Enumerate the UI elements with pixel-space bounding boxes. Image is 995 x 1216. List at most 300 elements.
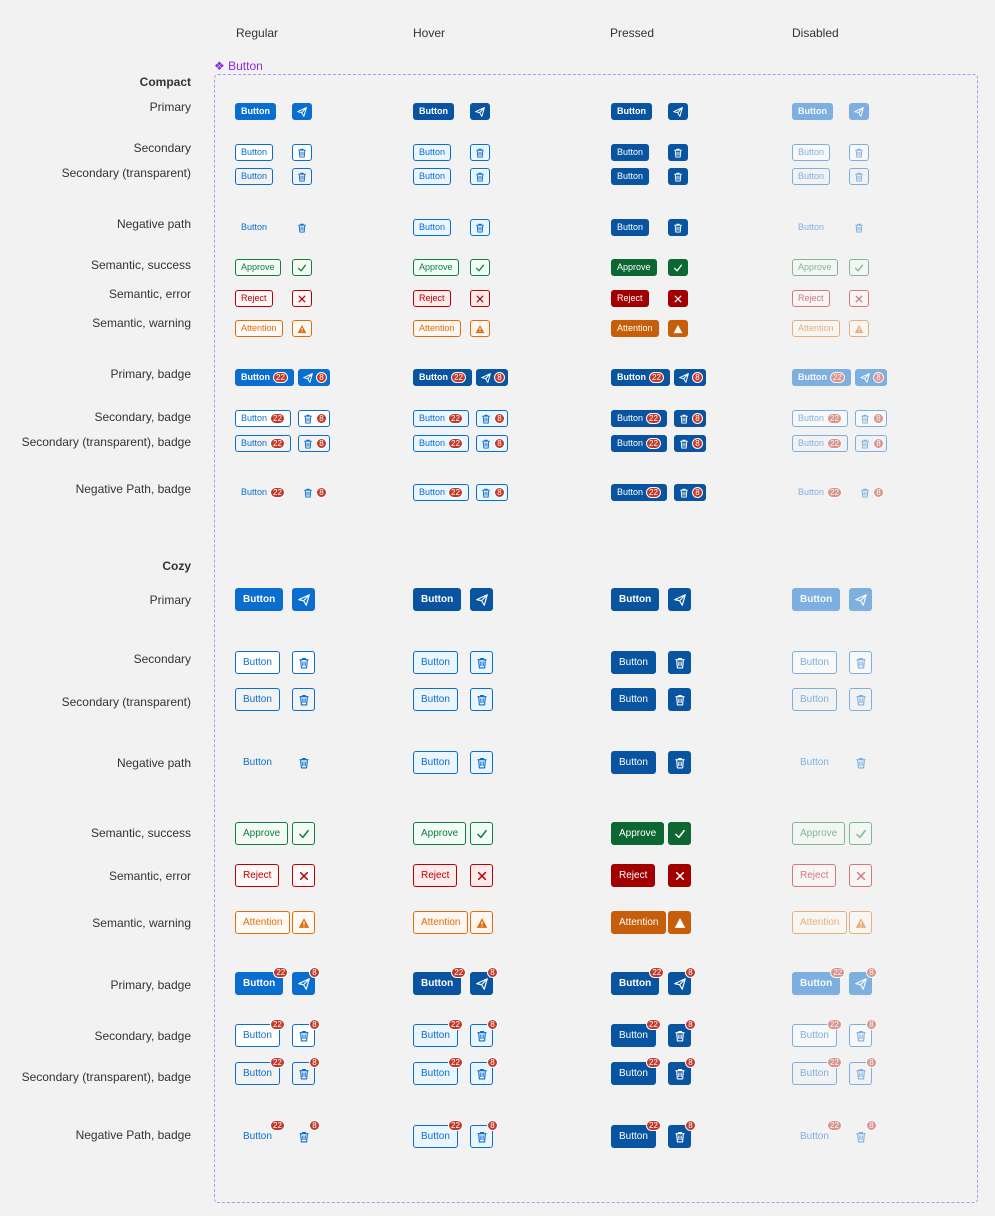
button-label: Button <box>619 756 648 768</box>
transparent-button-hover[interactable] <box>413 1057 460 1085</box>
negative-icon-button-regular[interactable] <box>292 219 312 236</box>
transparent-icon-button-hover[interactable] <box>470 168 490 185</box>
count-badge: 8 <box>309 967 320 978</box>
transparent-button-pressed[interactable] <box>611 168 649 185</box>
negative-icon-button-regular[interactable] <box>298 484 330 501</box>
error-icon-button-hover[interactable] <box>470 290 490 307</box>
trash-icon <box>673 223 683 233</box>
count-badge: 22 <box>830 372 845 383</box>
trash-icon <box>854 148 864 158</box>
secondary-button-regular[interactable] <box>235 410 291 427</box>
secondary-button-pressed[interactable] <box>611 144 649 161</box>
paper-plane-icon <box>303 373 313 383</box>
transparent-icon-button-hover[interactable] <box>476 435 508 452</box>
warning-icon-button-regular[interactable] <box>292 320 312 337</box>
paper-plane-icon <box>674 594 686 606</box>
button-label: Button <box>798 413 825 423</box>
primary-button-pressed[interactable] <box>611 103 652 120</box>
error-button-regular[interactable] <box>235 290 273 307</box>
success-button-disabled <box>792 259 838 276</box>
trash-icon <box>303 414 313 424</box>
button-label: Button <box>617 106 646 116</box>
negative-button-regular[interactable] <box>235 1120 282 1148</box>
count-badge: 22 <box>448 487 463 498</box>
secondary-button-hover[interactable] <box>413 651 458 674</box>
warning-triangle-icon <box>673 324 683 334</box>
count-badge: 22 <box>827 413 842 424</box>
button-label: Button <box>800 593 833 605</box>
button-label: Button <box>241 487 268 497</box>
primary-button-disabled <box>792 369 851 386</box>
secondary-button-regular[interactable] <box>235 144 273 161</box>
count-badge: 22 <box>646 1057 661 1068</box>
trash-icon <box>673 172 683 182</box>
error-icon-button-pressed[interactable] <box>668 290 688 307</box>
primary-button-pressed[interactable] <box>611 588 659 611</box>
secondary-button-pressed[interactable] <box>611 410 667 427</box>
button-label: Button <box>419 106 448 116</box>
count-badge: 8 <box>316 438 327 449</box>
success-button-hover[interactable] <box>413 822 466 845</box>
button-label: Button <box>241 147 268 157</box>
count-badge: 8 <box>487 1057 498 1068</box>
button-label: Button <box>421 977 454 989</box>
count-badge: 8 <box>873 372 884 383</box>
success-icon-button-pressed[interactable] <box>668 259 688 276</box>
success-icon-button-disabled <box>849 822 872 845</box>
row-label: Secondary <box>133 141 191 155</box>
count-badge: 22 <box>646 413 661 424</box>
button-label: Button <box>419 438 446 448</box>
warning-button-pressed[interactable] <box>611 320 659 337</box>
transparent-icon-button-pressed[interactable] <box>674 435 706 452</box>
warning-button-regular[interactable] <box>235 911 290 934</box>
error-icon-button-regular[interactable] <box>292 864 315 887</box>
row-label: Semantic, error <box>108 287 191 301</box>
close-icon <box>674 870 686 882</box>
primary-icon-button-regular[interactable] <box>292 588 315 611</box>
primary-button-hover[interactable] <box>413 588 461 611</box>
count-badge: 22 <box>830 967 845 978</box>
count-badge: 8 <box>692 438 703 449</box>
transparent-icon-button-pressed[interactable] <box>668 1057 693 1085</box>
trash-icon <box>298 657 310 669</box>
button-label: Button <box>798 171 825 181</box>
count-badge: 8 <box>873 487 884 498</box>
button-label: Reject <box>419 293 445 303</box>
trash-icon <box>854 172 864 182</box>
negative-button-disabled <box>792 751 837 774</box>
trash-icon <box>297 223 307 233</box>
button-label: Reject <box>241 293 267 303</box>
primary-icon-button-regular[interactable] <box>292 967 317 995</box>
primary-icon-button-pressed[interactable] <box>668 103 688 120</box>
button-label: Approve <box>800 827 838 839</box>
negative-button-hover[interactable] <box>413 751 458 774</box>
trash-icon <box>481 414 491 424</box>
negative-icon-button-pressed[interactable] <box>668 751 691 774</box>
button-label: Approve <box>421 827 459 839</box>
count-badge: 22 <box>646 1019 661 1030</box>
negative-icon-button-hover[interactable] <box>476 484 508 501</box>
secondary-icon-button-hover[interactable] <box>470 144 490 161</box>
row-label: Negative path <box>116 217 191 231</box>
error-icon-button-regular[interactable] <box>292 290 312 307</box>
button-label: Button <box>241 413 268 423</box>
count-badge: 22 <box>448 413 463 424</box>
row-label: Semantic, warning <box>92 916 191 930</box>
trash-icon <box>860 488 870 498</box>
secondary-icon-button-pressed[interactable] <box>668 651 691 674</box>
negative-icon-button-hover[interactable] <box>470 1120 495 1148</box>
trash-icon <box>475 172 485 182</box>
count-badge: 22 <box>649 967 664 978</box>
warning-icon-button-pressed[interactable] <box>668 911 691 934</box>
transparent-button-regular[interactable] <box>235 168 273 185</box>
column-header-pressed: Pressed <box>610 26 655 40</box>
row-label: Negative path <box>116 756 191 770</box>
button-label: Button <box>800 656 829 668</box>
secondary-icon-button-disabled <box>849 144 869 161</box>
checkmark-icon <box>297 263 307 273</box>
transparent-icon-button-pressed[interactable] <box>668 688 691 711</box>
button-label: Button <box>421 756 450 768</box>
negative-button-pressed[interactable] <box>611 484 667 501</box>
warning-triangle-icon <box>297 324 307 334</box>
negative-icon-button-regular[interactable] <box>292 751 315 774</box>
paper-plane-icon <box>475 107 485 117</box>
count-badge: 8 <box>685 1120 696 1131</box>
count-badge: 22 <box>270 487 285 498</box>
warning-button-hover[interactable] <box>413 320 461 337</box>
success-button-disabled <box>792 822 845 845</box>
success-button-regular[interactable] <box>235 259 281 276</box>
button-label: Button <box>241 438 268 448</box>
negative-icon-button-disabled <box>849 1120 874 1148</box>
row-label: Secondary (transparent), badge <box>21 435 191 449</box>
row-label: Semantic, success <box>90 826 191 840</box>
transparent-icon-button-regular[interactable] <box>298 435 330 452</box>
warning-icon-button-hover[interactable] <box>470 320 490 337</box>
secondary-button-regular[interactable] <box>235 651 280 674</box>
count-badge: 22 <box>827 1019 842 1030</box>
count-badge: 8 <box>866 1057 877 1068</box>
warning-icon-button-hover[interactable] <box>470 911 493 934</box>
primary-icon-button-hover[interactable] <box>470 103 490 120</box>
button-label: Attention <box>798 323 834 333</box>
negative-icon-button-pressed[interactable] <box>668 219 688 236</box>
button-label: Button <box>241 222 268 232</box>
negative-icon-button-disabled <box>855 484 887 501</box>
negative-button-regular[interactable] <box>235 751 280 774</box>
transparent-icon-button-regular[interactable] <box>292 1057 317 1085</box>
primary-icon-button-hover[interactable] <box>470 967 495 995</box>
secondary-icon-button-hover[interactable] <box>476 410 508 427</box>
primary-button-hover[interactable] <box>413 369 472 386</box>
negative-button-pressed[interactable] <box>611 1120 658 1148</box>
transparent-button-regular[interactable] <box>235 1057 282 1085</box>
primary-button-hover[interactable] <box>413 967 464 995</box>
primary-icon-button-disabled <box>849 967 874 995</box>
row-label: Secondary (transparent) <box>61 695 191 709</box>
warning-triangle-icon <box>298 917 310 929</box>
primary-icon-button-regular[interactable] <box>298 369 330 386</box>
primary-button-pressed[interactable] <box>611 369 670 386</box>
negative-button-hover[interactable] <box>413 1120 460 1148</box>
success-icon-button-hover[interactable] <box>470 822 493 845</box>
paper-plane-icon <box>298 978 310 990</box>
button-label: Button <box>798 147 825 157</box>
trash-icon <box>297 148 307 158</box>
paper-plane-icon <box>298 594 310 606</box>
secondary-icon-button-hover[interactable] <box>470 1019 495 1047</box>
error-icon-button-disabled <box>849 290 869 307</box>
success-icon-button-pressed[interactable] <box>668 822 691 845</box>
button-label: Reject <box>619 869 648 881</box>
transparent-button-pressed[interactable] <box>611 435 667 452</box>
button-label: Approve <box>617 262 651 272</box>
button-label: Approve <box>241 262 275 272</box>
trash-icon <box>476 657 488 669</box>
primary-icon-button-regular[interactable] <box>292 103 312 120</box>
negative-icon-button-hover[interactable] <box>470 219 490 236</box>
success-button-regular[interactable] <box>235 822 288 845</box>
row-label: Negative Path, badge <box>75 1128 191 1142</box>
count-badge: 22 <box>270 413 285 424</box>
button-label: Button <box>800 756 829 768</box>
checkmark-icon <box>475 263 485 273</box>
error-button-pressed[interactable] <box>611 864 655 887</box>
secondary-button-disabled <box>792 144 830 161</box>
count-badge: 8 <box>316 372 327 383</box>
transparent-button-regular[interactable] <box>235 688 280 711</box>
warning-triangle-icon <box>476 917 488 929</box>
button-label: Button <box>619 693 648 705</box>
success-icon-button-hover[interactable] <box>470 259 490 276</box>
warning-triangle-icon <box>854 324 864 334</box>
button-label: Button <box>243 1130 272 1142</box>
error-button-pressed[interactable] <box>611 290 649 307</box>
warning-button-regular[interactable] <box>235 320 283 337</box>
negative-icon-button-hover[interactable] <box>470 751 493 774</box>
negative-button-disabled <box>792 219 830 236</box>
warning-triangle-icon <box>855 917 867 929</box>
error-button-disabled <box>792 864 836 887</box>
secondary-icon-button-pressed[interactable] <box>674 410 706 427</box>
primary-button-regular[interactable] <box>235 588 283 611</box>
negative-icon-button-disabled <box>849 219 869 236</box>
component-frame-label: ❖ Button <box>214 59 263 73</box>
primary-icon-button-disabled <box>849 103 869 120</box>
warning-button-hover[interactable] <box>413 911 468 934</box>
error-button-hover[interactable] <box>413 864 457 887</box>
secondary-button-hover[interactable] <box>413 144 451 161</box>
button-label: Button <box>243 693 272 705</box>
trash-icon <box>303 439 313 449</box>
button-label: Button <box>243 593 276 605</box>
button-label: Button <box>421 1067 450 1079</box>
count-badge: 22 <box>646 487 661 498</box>
column-header-regular: Regular <box>236 26 279 40</box>
negative-button-hover[interactable] <box>413 219 451 236</box>
row-label: Primary, badge <box>110 978 191 992</box>
negative-icon-button-pressed[interactable] <box>668 1120 693 1148</box>
trash-icon <box>298 1068 310 1080</box>
trash-icon <box>860 439 870 449</box>
count-badge: 8 <box>494 438 505 449</box>
row-label: Secondary (transparent), badge <box>21 1070 191 1084</box>
transparent-icon-button-regular[interactable] <box>292 168 312 185</box>
button-label: Approve <box>798 262 832 272</box>
button-label: Attention <box>619 916 659 928</box>
transparent-button-regular[interactable] <box>235 435 291 452</box>
negative-button-pressed[interactable] <box>611 219 649 236</box>
paper-plane-icon <box>673 107 683 117</box>
negative-icon-button-regular[interactable] <box>292 1120 317 1148</box>
primary-button-regular[interactable] <box>235 967 286 995</box>
button-label: Attention <box>800 916 840 928</box>
success-button-pressed[interactable] <box>611 259 657 276</box>
button-label: Button <box>800 1130 829 1142</box>
trash-icon <box>481 439 491 449</box>
secondary-icon-button-pressed[interactable] <box>668 1019 693 1047</box>
button-label: Button <box>419 147 446 157</box>
button-label: Button <box>619 656 648 668</box>
secondary-button-disabled <box>792 1019 839 1047</box>
transparent-icon-button-hover[interactable] <box>470 1057 495 1085</box>
trash-icon <box>679 488 689 498</box>
trash-icon <box>854 223 864 233</box>
trash-icon <box>855 694 867 706</box>
button-label: Button <box>421 1029 450 1041</box>
error-icon-button-pressed[interactable] <box>668 864 691 887</box>
close-icon <box>298 870 310 882</box>
button-label: Approve <box>419 262 453 272</box>
primary-button-pressed[interactable] <box>611 967 662 995</box>
secondary-icon-button-hover[interactable] <box>470 651 493 674</box>
button-label: Button <box>800 977 833 989</box>
secondary-icon-button-pressed[interactable] <box>668 144 688 161</box>
success-icon-button-regular[interactable] <box>292 259 312 276</box>
button-label: Button <box>619 1067 648 1079</box>
primary-icon-button-pressed[interactable] <box>668 967 693 995</box>
paper-plane-icon <box>855 978 867 990</box>
negative-button-hover[interactable] <box>413 484 469 501</box>
secondary-button-hover[interactable] <box>413 410 469 427</box>
primary-icon-button-disabled <box>849 588 872 611</box>
error-icon-button-hover[interactable] <box>470 864 493 887</box>
error-button-disabled <box>792 290 830 307</box>
transparent-button-pressed[interactable] <box>611 1057 658 1085</box>
warning-icon-button-pressed[interactable] <box>668 320 688 337</box>
primary-button-regular[interactable] <box>235 103 276 120</box>
primary-button-regular[interactable] <box>235 369 294 386</box>
checkmark-icon <box>855 828 867 840</box>
button-label: Button <box>241 171 268 181</box>
count-badge: 8 <box>494 487 505 498</box>
trash-icon <box>674 694 686 706</box>
button-label: Button <box>241 106 270 116</box>
transparent-icon-button-hover[interactable] <box>470 688 493 711</box>
primary-icon-button-pressed[interactable] <box>674 369 706 386</box>
count-badge: 22 <box>448 1019 463 1030</box>
transparent-icon-button-pressed[interactable] <box>668 168 688 185</box>
error-button-hover[interactable] <box>413 290 451 307</box>
success-button-pressed[interactable] <box>611 822 664 845</box>
secondary-button-pressed[interactable] <box>611 1019 658 1047</box>
negative-icon-button-pressed[interactable] <box>674 484 706 501</box>
count-badge: 8 <box>494 372 505 383</box>
button-label: Button <box>617 147 644 157</box>
warning-icon-button-regular[interactable] <box>292 911 315 934</box>
button-label: Button <box>419 413 446 423</box>
transparent-button-pressed[interactable] <box>611 688 656 711</box>
button-label: Button <box>798 106 827 116</box>
negative-button-disabled <box>792 484 848 501</box>
button-label: Button <box>243 1029 272 1041</box>
transparent-button-hover[interactable] <box>413 435 469 452</box>
secondary-icon-button-regular[interactable] <box>298 410 330 427</box>
negative-icon-button-disabled <box>849 751 872 774</box>
transparent-button-hover[interactable] <box>413 688 458 711</box>
primary-button-hover[interactable] <box>413 103 454 120</box>
button-label: Reject <box>617 293 643 303</box>
warning-button-pressed[interactable] <box>611 911 666 934</box>
count-badge: 8 <box>692 372 703 383</box>
count-badge: 22 <box>270 1019 285 1030</box>
count-badge: 8 <box>309 1057 320 1068</box>
button-label: Reject <box>421 869 450 881</box>
primary-icon-button-hover[interactable] <box>476 369 508 386</box>
trash-icon <box>476 1068 488 1080</box>
trash-icon <box>476 757 488 769</box>
negative-button-regular[interactable] <box>235 484 291 501</box>
secondary-button-regular[interactable] <box>235 1019 282 1047</box>
button-label: Button <box>798 487 825 497</box>
button-label: Attention <box>419 323 455 333</box>
transparent-icon-button-regular[interactable] <box>292 688 315 711</box>
success-icon-button-regular[interactable] <box>292 822 315 845</box>
negative-button-regular[interactable] <box>235 219 273 236</box>
primary-icon-button-hover[interactable] <box>470 588 493 611</box>
paper-plane-icon <box>854 107 864 117</box>
row-label: Secondary (transparent) <box>61 166 191 180</box>
secondary-button-hover[interactable] <box>413 1019 460 1047</box>
count-badge: 22 <box>646 1120 661 1131</box>
transparent-button-hover[interactable] <box>413 168 451 185</box>
secondary-icon-button-regular[interactable] <box>292 1019 317 1047</box>
secondary-icon-button-regular[interactable] <box>292 651 315 674</box>
secondary-button-pressed[interactable] <box>611 651 656 674</box>
count-badge: 22 <box>827 487 842 498</box>
count-badge: 8 <box>309 1120 320 1131</box>
primary-icon-button-pressed[interactable] <box>668 588 691 611</box>
secondary-icon-button-regular[interactable] <box>292 144 312 161</box>
column-header-disabled: Disabled <box>792 26 839 40</box>
button-label: Button <box>617 487 644 497</box>
button-label: Reject <box>800 869 829 881</box>
button-label: Button <box>798 222 825 232</box>
error-button-regular[interactable] <box>235 864 279 887</box>
trash-icon <box>475 223 485 233</box>
negative-button-pressed[interactable] <box>611 751 656 774</box>
trash-icon <box>476 1131 488 1143</box>
success-button-hover[interactable] <box>413 259 459 276</box>
count-badge: 8 <box>692 413 703 424</box>
close-icon <box>297 294 307 304</box>
count-badge: 8 <box>685 1019 696 1030</box>
count-badge: 8 <box>873 438 884 449</box>
